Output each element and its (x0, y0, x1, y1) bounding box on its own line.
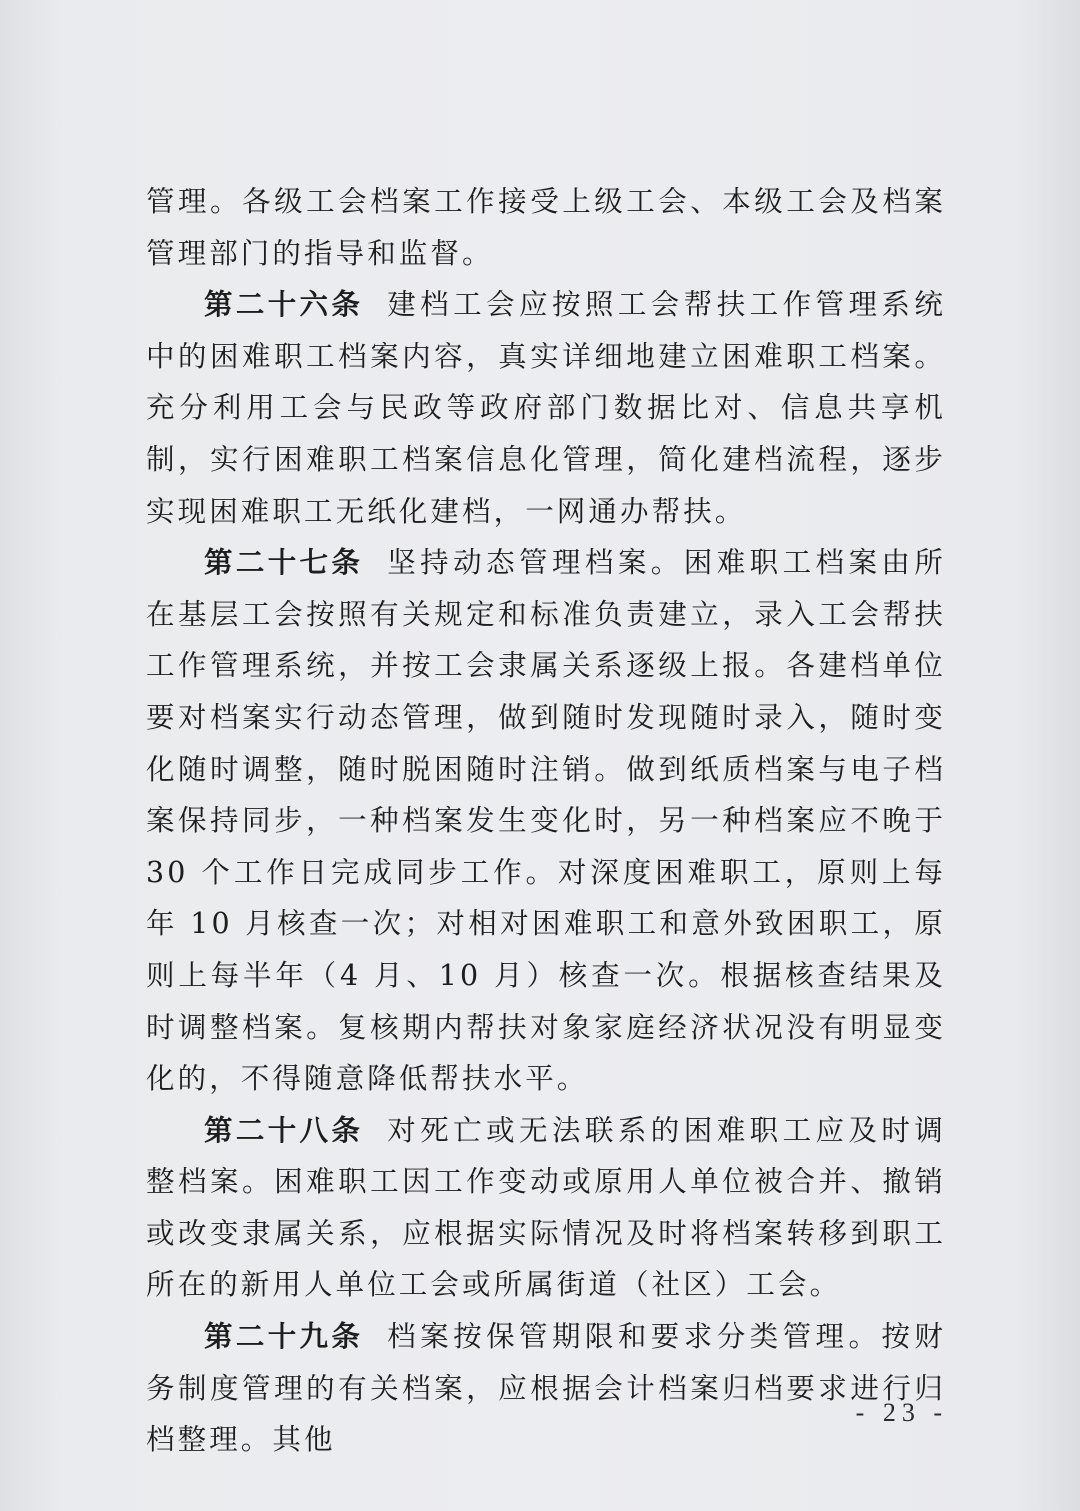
page-number: - 23 - (855, 1398, 948, 1427)
body-text (146, 176, 946, 1466)
article-text: 档案按保管期限和要求分类管理。按财务制度管理的有关档案，应根据会计档案归档要求进行归档整理。其他 (146, 1320, 946, 1457)
article-title: 第二十九条 (204, 1320, 364, 1354)
article-title: 第二十八条 (204, 1113, 364, 1147)
paragraph-text: 管理。各级工会档案工作接受上级工会、本级工会及档案管理部门的指导和监督。 (146, 185, 946, 270)
article-title: 第二十七条 (204, 546, 364, 580)
article-title: 第二十六条 (204, 288, 364, 322)
paragraph-continuation (146, 176, 946, 279)
article-26 (146, 279, 946, 537)
article-text: 建档工会应按照工会帮扶工作管理系统中的困难职工档案内容，真实详细地建立困难职工档案。充分利用工会与民政等政府部门数据比对、信息共享机制，实行困难职工档案信息化管理，简化建档流程，逐步实现困难职工无纸化建档，一网通办帮扶。 (146, 288, 946, 528)
article-29 (146, 1311, 946, 1466)
article-text: 对死亡或无法联系的困难职工应及时调整档案。困难职工因工作变动或原用人单位被合并、撤销或改变隶属关系，应根据实际情况及时将档案转移到职工所在的新用人单位工会或所属街道（社区）工会。 (146, 1113, 946, 1302)
article-28 (146, 1105, 946, 1311)
article-27 (146, 537, 946, 1105)
article-text: 坚持动态管理档案。困难职工档案由所在基层工会按照有关规定和标准负责建立，录入工会帮扶工作管理系统，并按工会隶属关系逐级上报。各建档单位要对档案实行动态管理，做到随时发现随时录入，随时变化随时调整，随时脱困随时注销。做到纸质档案与电子档案保持同步，一种档案发生变化时，另一种档案应不晚于 30 个工作日完成同步工作。对深度困难职工，原则上每年 10 月核查一次；对相对困难职工和意外致困职工，原则上每半年（4 月、10 月）核查一次。根据核查结果及时调整档案。复核期内帮扶对象家庭经济状况没有明显变化的，不得随意降低帮扶水平。 (146, 546, 946, 1096)
